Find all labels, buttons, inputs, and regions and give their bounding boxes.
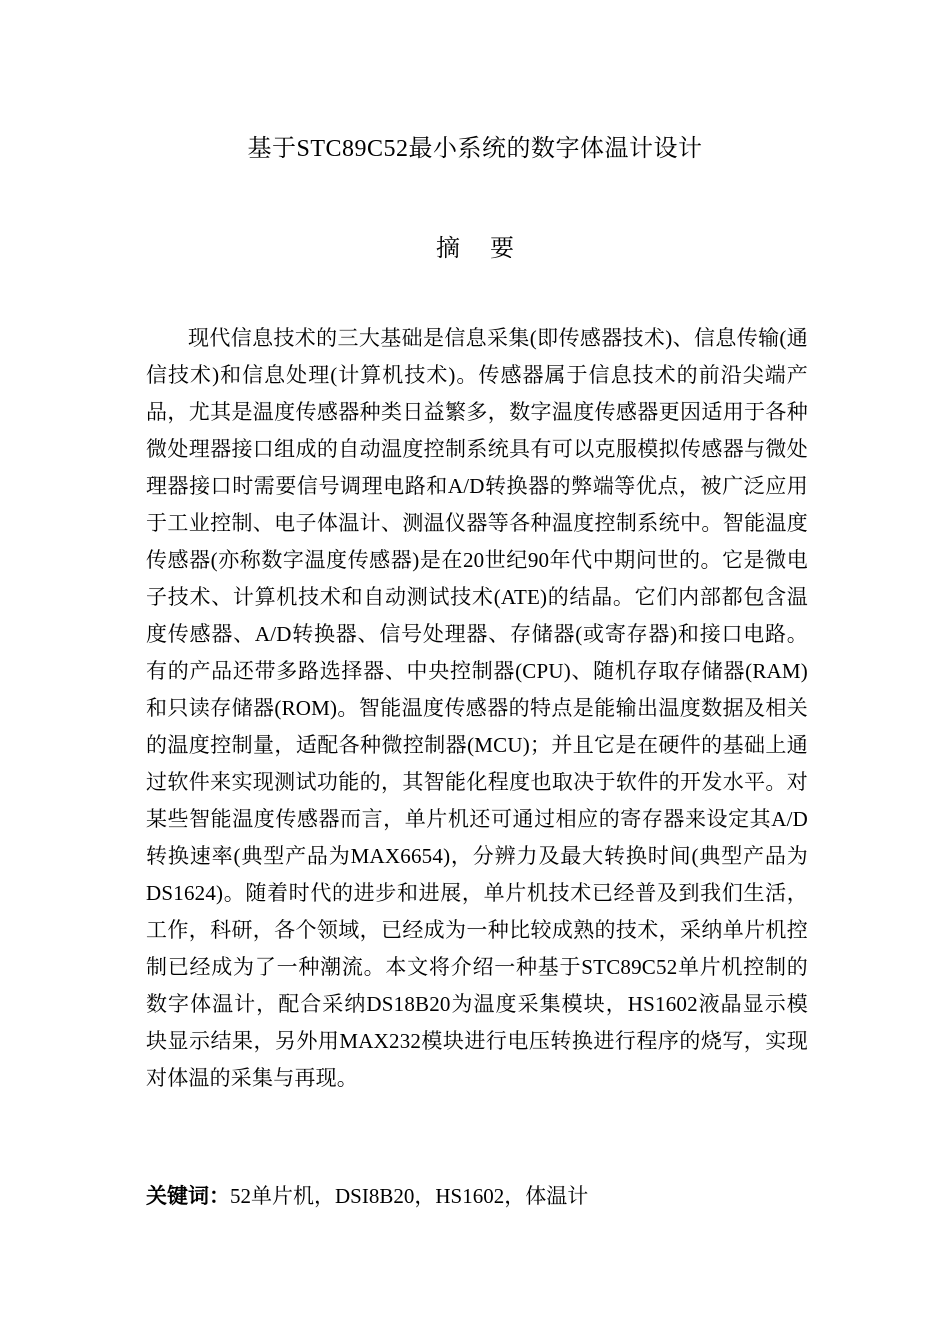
keywords-line (146, 1180, 808, 1212)
document-title: 基于STC89C52最小系统的数字体温计设计 (247, 136, 703, 162)
keywords-value: 52单片机，DSI8B20，HS1602，体温计 (230, 1184, 589, 1208)
keywords-label: 关键词： (146, 1184, 230, 1208)
abstract-heading: 摘 要 (436, 236, 526, 262)
abstract-paragraph: 现代信息技术的三大基础是信息采集(即传感器技术)、信息传输(通信技术)和信息处理(计算机技术)。传感器属于信息技术的前沿尖端产品，尤其是温度传感器种类日益繁多，数字温度传感器更因适用于各种微处理器接口组成的自动温度控制系统具有可以克服模拟传感器与微处理器接口时需要信号调理电路和A/D转换器的弊端等优点，被广泛应用于工业控制、电子体温计、测温仪器等各种温度控制系统中。智能温度传感器(亦称数字温度传感器)是在20世纪90年代中期问世的。它是微电子技术、计算机技术和自动测试技术(ATE)的结晶。它们内部都包含温度传感器、A/D转换器、信号处理器、存储器(或寄存器)和接口电路。有的产品还带多路选择器、中央控制器(CPU)、随机存取存储器(RAM)和只读存储器(ROM)。智能温度传感器的特点是能输出温度数据及相关的温度控制量，适配各种微控制器(MCU)；并且它是在硬件的基础上通过软件来实现测试功能的，其智能化程度也取决于软件的开发水平。对某些智能温度传感器而言，单片机还可通过相应的寄存器来设定其A/D转换速率(典型产品为MAX6654)，分辨力及最大转换时间(典型产品为DS1624)。随着时代的进步和进展，单片机技术已经普及到我们生活，工作，科研，各个领域，已经成为一种比较成熟的技术，采纳单片机控制已经成为了一种潮流。本文将介绍一种基于STC89C52单片机控制的数字体温计，配合采纳DS18B20为温度采集模块，HS1602液晶显示模块显示结果，另外用MAX232模块进行电压转换进行程序的烧写，实现对体温的采集与再现。 (146, 326, 808, 1090)
